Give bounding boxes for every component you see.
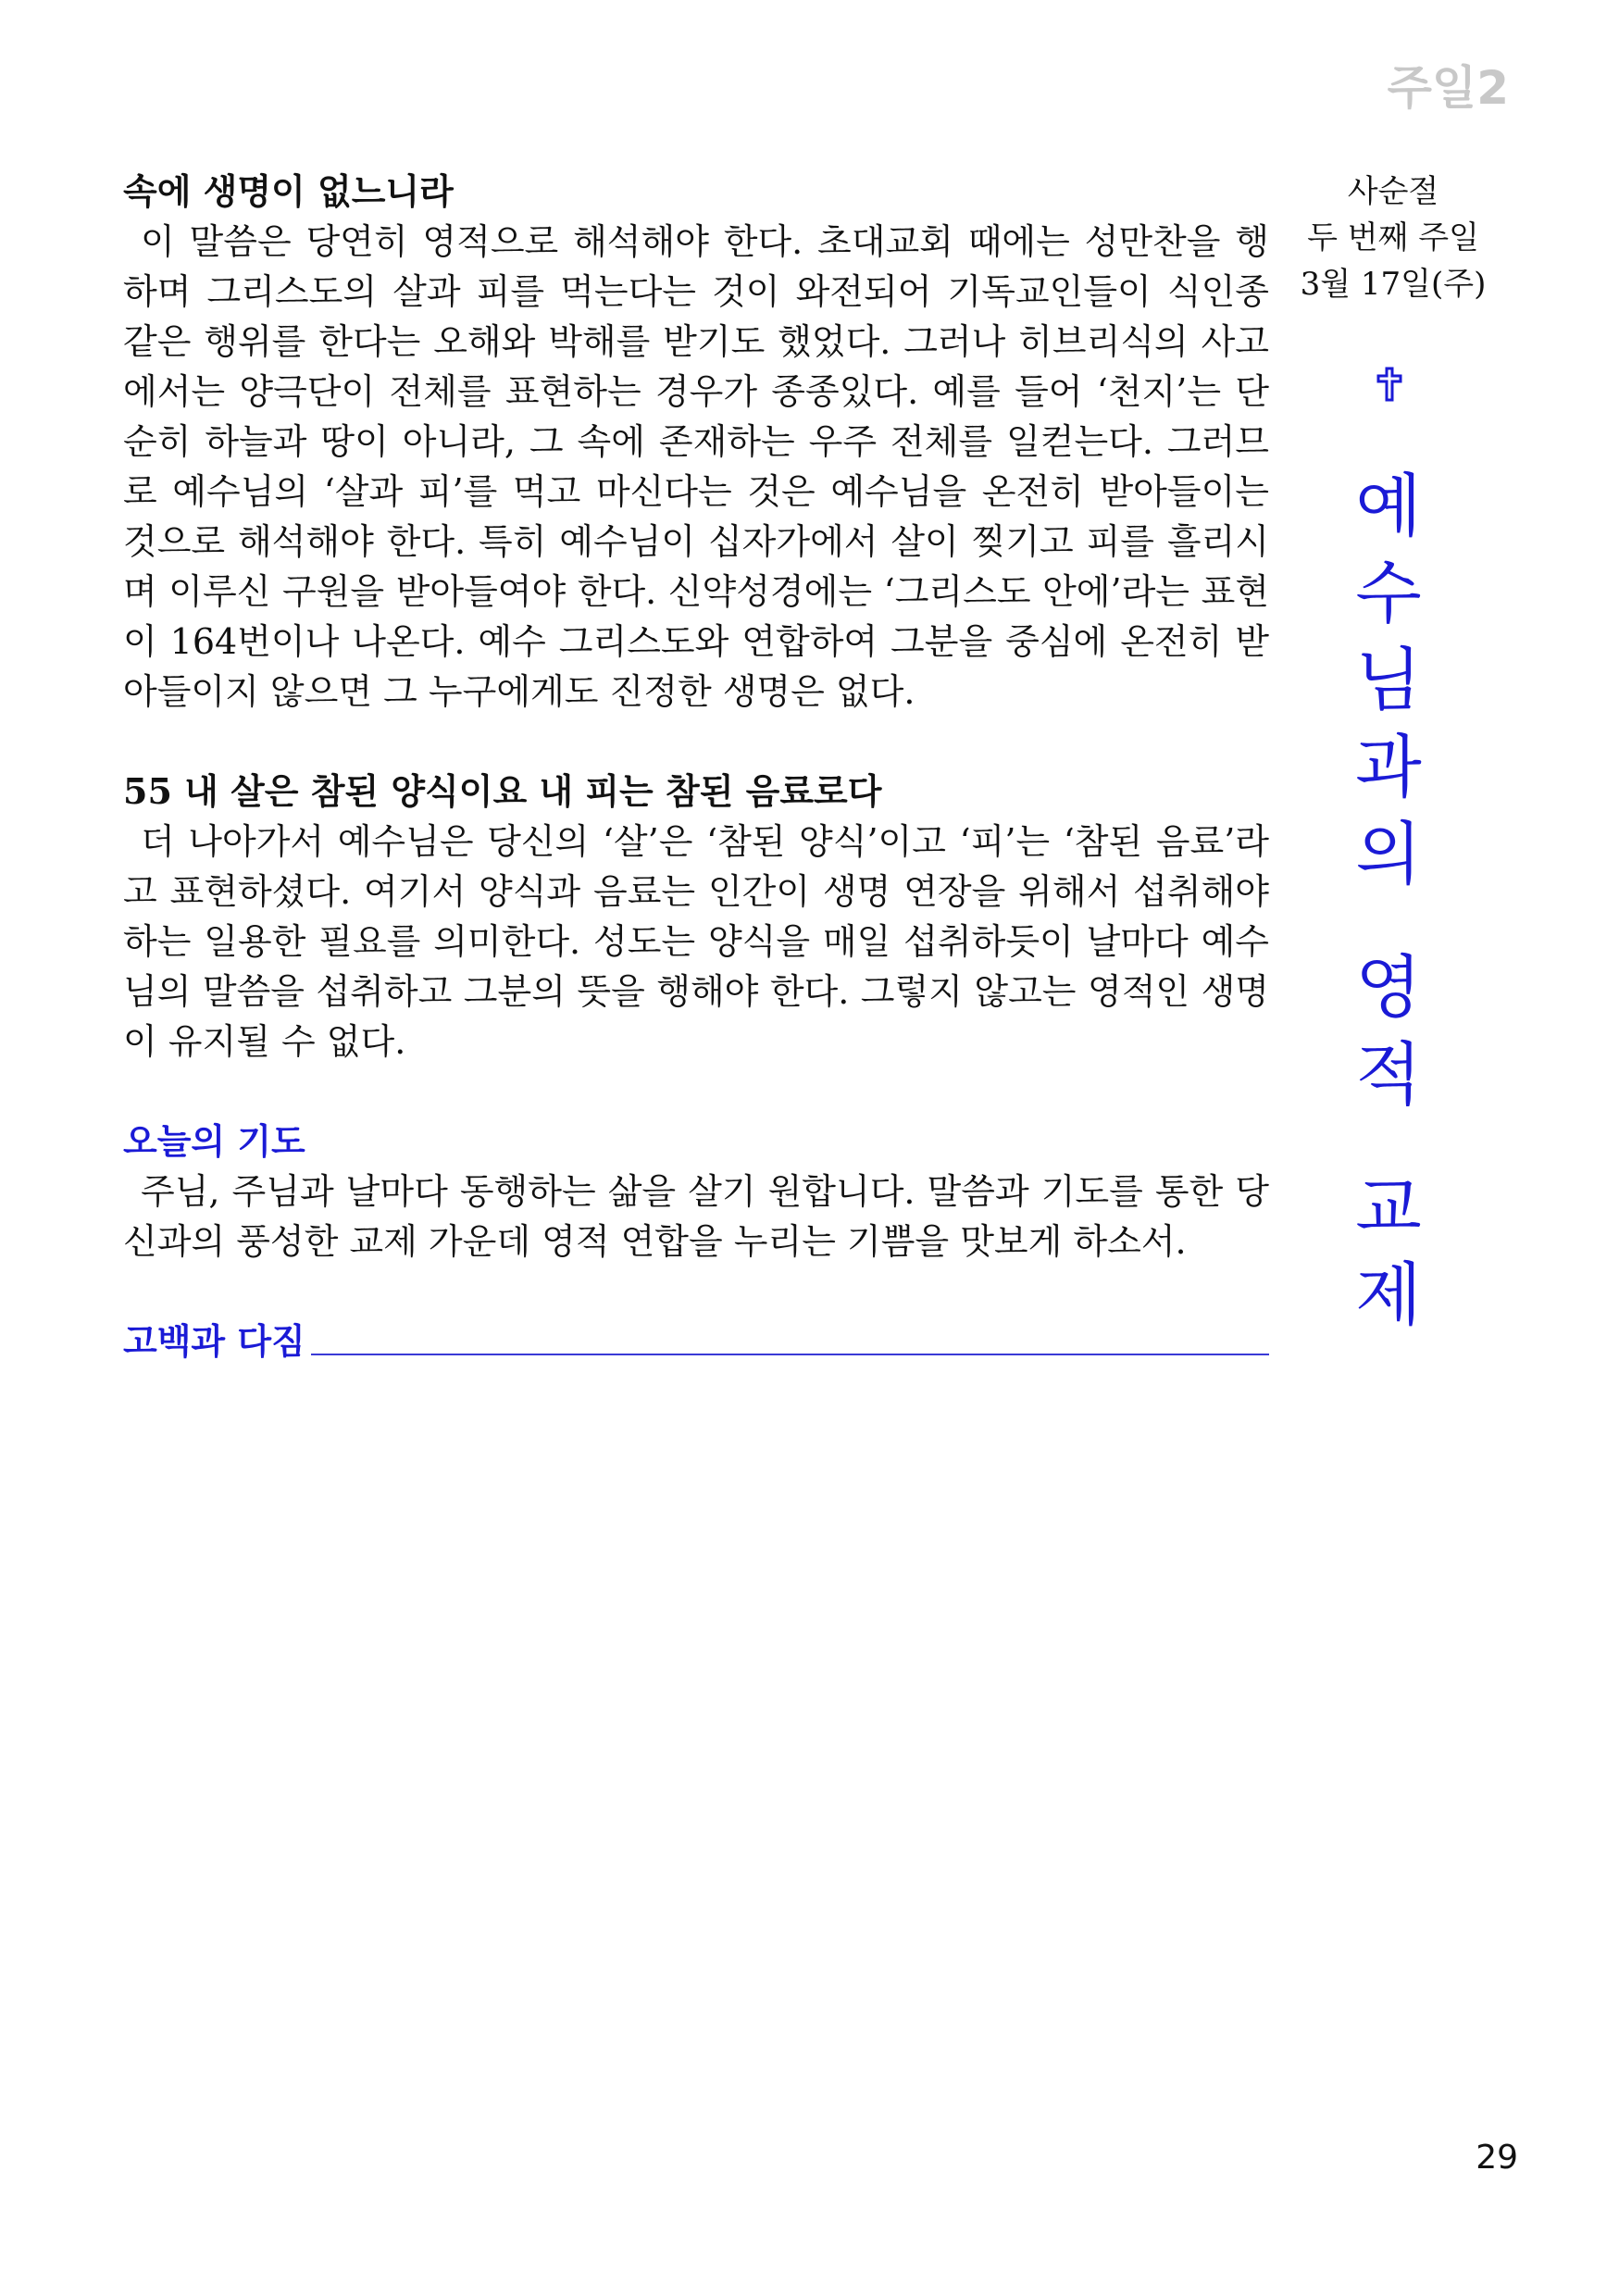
title-char: 의 (1355, 815, 1422, 894)
section-body: 더 나아가서 예수님은 당신의 ‘살’은 ‘참된 양식’이고 ‘피’는 ‘참된 음료’라고 표현하셨다. 여기서 양식과 음료는 인간이 생명 연장을 위해서 섭취해야 하는 일용한 필요를 의미한다. 성도는 양식을 매일 섭취하듯이 날마다 예수님의 말씀을 섭취하고 그분의 뜻을 행해야 한다. 그렇지 않고는 영적인 생명이 유지될 수 없다. (123, 821, 1269, 1062)
title-char: 적 (1355, 1035, 1422, 1115)
week-tag: 주일2 (1387, 61, 1509, 115)
title-char: 영 (1355, 948, 1422, 1028)
title-char: 예 (1355, 467, 1422, 546)
resolution-line[interactable] (311, 1354, 1269, 1355)
section-heading: 속에 생명이 없느니라 (123, 170, 454, 212)
date-label: 3월 17일(주) (1300, 266, 1487, 303)
title-gap (1333, 898, 1444, 944)
resolution-row (123, 1316, 1269, 1366)
prayer-body: 주님, 주님과 날마다 동행하는 삶을 살기 원합니다. 말씀과 기도를 통한 당신과의 풍성한 교제 가운데 영적 연합을 누리는 기쁨을 맛보게 하소서. (123, 1171, 1269, 1262)
week-label: 두 번째 주일 (1307, 219, 1479, 256)
title-gap (1333, 1118, 1444, 1165)
cross-icon (1373, 366, 1406, 403)
date-block (1282, 168, 1504, 307)
resolution-heading: 고백과 다짐 (123, 1321, 305, 1362)
devotional-body (123, 167, 1269, 1366)
section-heading: 55 내 살은 참된 양식이요 내 피는 참된 음료로다 (123, 770, 882, 812)
title-char: 제 (1355, 1255, 1422, 1335)
page-number: 29 (1476, 2139, 1518, 2177)
prayer-heading: 오늘의 기도 (123, 1121, 305, 1162)
title-char: 수 (1355, 554, 1422, 633)
title-char: 교 (1355, 1168, 1422, 1248)
title-char: 님 (1355, 641, 1422, 720)
title-char: 과 (1355, 728, 1422, 807)
section-body: 이 말씀은 당연히 영적으로 해석해야 한다. 초대교회 때에는 성만찬을 행하며 그리스도의 살과 피를 먹는다는 것이 와전되어 기독교인들이 식인종 같은 행위를 한다는 오해와 박해를 받기도 했었다. 그러나 히브리식의 사고에서는 양극단이 전체를 표현하는 경우가 종종있다. 예를 들어 ‘천지’는 단순히 하늘과 땅이 아니라, 그 속에 존재하는 우주 전체를 일컫는다. 그러므로 예수님의 ‘살과 피’를 먹고 마신다는 것은 예수님을 온전히 받아들이는 것으로 해석해야 한다. 특히 예수님이 십자가에서 살이 찢기고 피를 흘리시며 이루신 구원을 받아들여야 한다. 신약성경에는 ‘그리스도 안에’라는 표현이 164번이나 나온다. 예수 그리스도와 연합하여 그분을 중심에 온전히 받아들이지 않으면 그 누구에게도 진정한 생명은 없다. (123, 221, 1269, 712)
season-label: 사순절 (1347, 173, 1439, 210)
vertical-title (1333, 463, 1444, 1339)
